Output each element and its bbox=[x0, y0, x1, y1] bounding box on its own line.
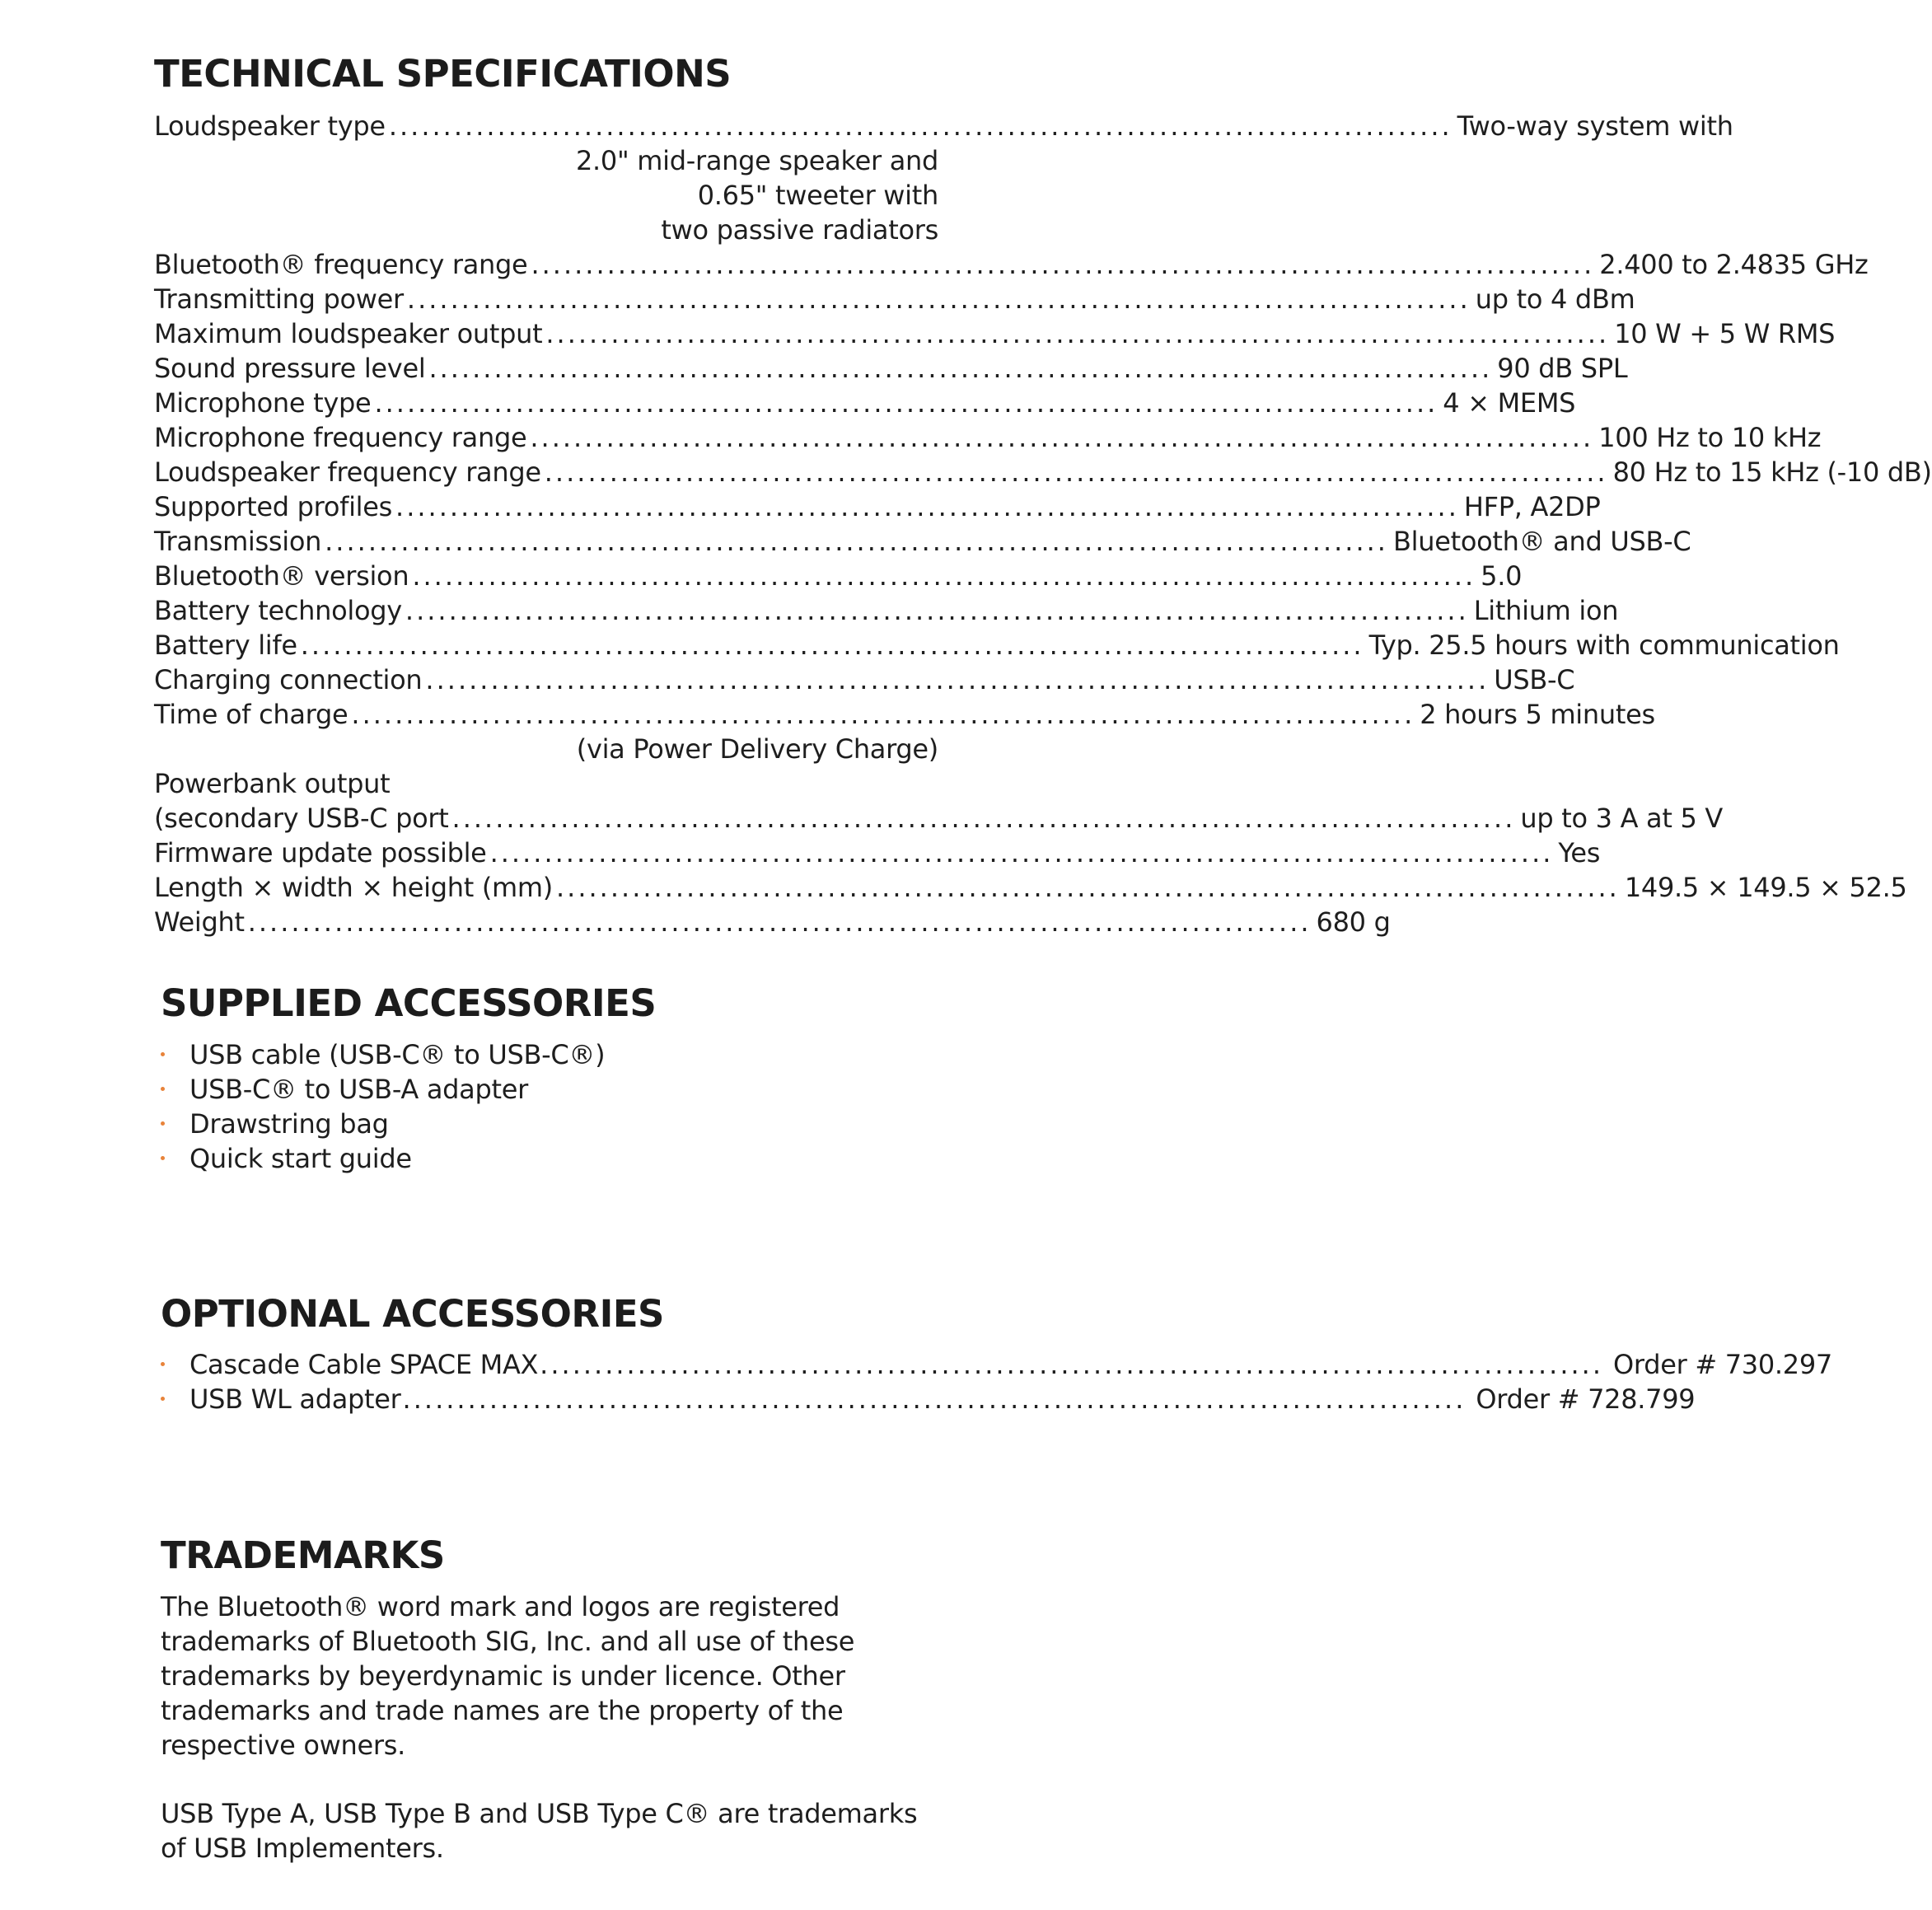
list-item bbox=[161, 1072, 605, 1107]
spec-value: Two-way system with bbox=[1457, 110, 1733, 142]
spec-label: Battery life bbox=[154, 630, 297, 661]
list-item bbox=[161, 1382, 1696, 1416]
spec-label: Supported profiles bbox=[154, 491, 393, 522]
spec-value: 80 Hz to 15 kHz (-10 dB) bbox=[1612, 456, 1932, 488]
order-row bbox=[189, 1382, 1696, 1416]
leader-dots: .................................................................................................. bbox=[531, 249, 1595, 280]
leader-dots: .................................................................................................. bbox=[530, 422, 1594, 453]
spec-value: Typ. 25.5 hours with communication bbox=[1368, 630, 1840, 661]
leader-dots: .................................................................................................. bbox=[555, 872, 1620, 903]
leader-dots: .................................................................................................. bbox=[374, 387, 1438, 419]
spec-row-maximum-loudspeaker-output bbox=[154, 316, 1836, 351]
spec-label: Sound pressure level bbox=[154, 353, 426, 384]
spec-value-continuation: two passive radiators bbox=[661, 214, 938, 246]
supplied-accessories-heading: SUPPLIED ACCESSORIES bbox=[161, 981, 657, 1025]
spec-value-continuation: 0.65" tweeter with bbox=[697, 180, 938, 211]
spec-label: Firmware update possible bbox=[154, 837, 487, 868]
trademarks-paragraph: The Bluetooth® word mark and logos are registered trademarks of Bluetooth SIG, Inc. and all use of these trademarks by beyerdynamic is under licence. Other trademarks and trade names are the property of the respective owners. bbox=[161, 1591, 855, 1761]
spec-label: Transmitting power bbox=[154, 283, 404, 315]
supplied-accessories-list bbox=[161, 1037, 605, 1176]
spec-row-loudspeaker-type bbox=[154, 109, 1733, 143]
spec-value: 2.400 to 2.4835 GHz bbox=[1599, 249, 1869, 280]
spec-label: Charging connection bbox=[154, 664, 423, 695]
spec-label: Battery technology bbox=[154, 595, 402, 626]
usb-trademarks-paragraph: USB Type A, USB Type B and USB Type C® are trademarks of USB Implementers. bbox=[161, 1798, 918, 1864]
technical-specifications-heading: TECHNICAL SPECIFICATIONS bbox=[154, 52, 732, 96]
leader-dots: .................................................................................................. bbox=[247, 906, 1312, 938]
spec-row-dimensions bbox=[154, 870, 1907, 905]
spec-label-first-line: Powerbank output bbox=[154, 768, 391, 799]
spec-row-microphone-type bbox=[154, 386, 1576, 420]
leader-dots: .................................................................................................. bbox=[489, 837, 1554, 868]
order-number: Order # 730.297 bbox=[1613, 1349, 1832, 1380]
leader-dots: .................................................................................................. bbox=[325, 526, 1388, 557]
bullet-dot-icon bbox=[161, 1052, 165, 1056]
list-item bbox=[161, 1347, 1832, 1382]
spec-label: Time of charge bbox=[154, 699, 349, 730]
order-row bbox=[189, 1347, 1832, 1382]
spec-value: up to 4 dBm bbox=[1475, 283, 1635, 315]
spec-value-continuation: (via Power Delivery Charge) bbox=[576, 733, 938, 765]
spec-value: Yes bbox=[1558, 837, 1601, 868]
spec-value-continuation: 2.0" mid-range speaker and bbox=[575, 145, 938, 176]
bullet-dot-icon bbox=[161, 1156, 165, 1160]
spec-value: up to 3 A at 5 V bbox=[1520, 803, 1723, 834]
spec-value: 90 dB SPL bbox=[1497, 353, 1628, 384]
leader-dots: .................................................................................................. bbox=[428, 353, 1493, 384]
spec-value: 10 W + 5 W RMS bbox=[1614, 318, 1836, 349]
accessory-name: USB WL adapter bbox=[189, 1383, 401, 1415]
spec-value: 100 Hz to 10 kHz bbox=[1598, 422, 1822, 453]
spec-row-bluetooth-frequency-range bbox=[154, 247, 1869, 282]
spec-row-transmission bbox=[154, 524, 1691, 559]
spec-label: Maximum loudspeaker output bbox=[154, 318, 543, 349]
spec-row-powerbank-output bbox=[154, 801, 1723, 836]
leader-dots: .................................................................................................. bbox=[406, 283, 1471, 315]
order-number: Order # 728.799 bbox=[1476, 1383, 1696, 1415]
list-item-text: Drawstring bag bbox=[189, 1108, 389, 1140]
bullet-dot-icon bbox=[161, 1362, 165, 1366]
spec-label: Weight bbox=[154, 906, 245, 938]
spec-label: Transmission bbox=[154, 526, 322, 557]
spec-row-bluetooth-version bbox=[154, 559, 1523, 593]
spec-label: Bluetooth® version bbox=[154, 560, 409, 592]
leader-dots: .................................................................................................. bbox=[412, 560, 1476, 592]
spec-label: (secondary USB-C port bbox=[154, 803, 449, 834]
list-item bbox=[161, 1037, 605, 1072]
spec-row-loudspeaker-frequency-range bbox=[154, 455, 1932, 489]
leader-dots: .................................................................................................. bbox=[351, 699, 1415, 730]
spec-label: Microphone frequency range bbox=[154, 422, 527, 453]
spec-row-charging-connection bbox=[154, 662, 1575, 697]
leader-dots: .................................................................................................. bbox=[451, 803, 1516, 834]
leader-dots: .................................................................................................. bbox=[405, 595, 1469, 626]
spec-row-time-of-charge bbox=[154, 697, 1655, 732]
leader-dots: .................................................................................................. bbox=[388, 110, 1453, 142]
spec-row-weight bbox=[154, 905, 1391, 939]
spec-list bbox=[154, 109, 1932, 939]
spec-value: USB-C bbox=[1494, 664, 1575, 695]
spec-label: Microphone type bbox=[154, 387, 372, 419]
spec-row-battery-technology bbox=[154, 593, 1619, 628]
leader-dots: .................................................................................................. bbox=[545, 318, 1610, 349]
list-item-text: USB-C® to USB-A adapter bbox=[189, 1074, 528, 1105]
spec-label: Loudspeaker frequency range bbox=[154, 456, 541, 488]
spec-label: Bluetooth® frequency range bbox=[154, 249, 528, 280]
bullet-dot-icon bbox=[161, 1397, 165, 1401]
spec-row-transmitting-power bbox=[154, 282, 1635, 316]
spec-row-firmware-update bbox=[154, 836, 1601, 870]
spec-value: 2 hours 5 minutes bbox=[1420, 699, 1655, 730]
optional-accessories-list bbox=[161, 1347, 1832, 1416]
leader-dots: .................................................................................................. bbox=[395, 491, 1459, 522]
optional-accessories-heading: OPTIONAL ACCESSORIES bbox=[161, 1292, 664, 1336]
leader-dots: .................................................................................................. bbox=[540, 1349, 1604, 1380]
spec-value: 149.5 × 149.5 × 52.5 bbox=[1624, 872, 1907, 903]
spec-label: Loudspeaker type bbox=[154, 110, 386, 142]
bullet-dot-icon bbox=[161, 1121, 165, 1126]
spec-row-battery-life bbox=[154, 628, 1840, 662]
list-item-text: USB cable (USB-C® to USB-C®) bbox=[189, 1039, 606, 1070]
leader-dots: .................................................................................................. bbox=[402, 1383, 1467, 1415]
list-item-text: Quick start guide bbox=[189, 1143, 412, 1174]
spec-row-supported-profiles bbox=[154, 489, 1601, 524]
leader-dots: .................................................................................................. bbox=[300, 630, 1364, 661]
spec-row-sound-pressure-level bbox=[154, 351, 1628, 386]
spec-value: 680 g bbox=[1316, 906, 1391, 938]
spec-value: 4 × MEMS bbox=[1443, 387, 1576, 419]
trademarks-heading: TRADEMARKS bbox=[161, 1533, 445, 1577]
leader-dots: .................................................................................................. bbox=[425, 664, 1490, 695]
spec-label: Length × width × height (mm) bbox=[154, 872, 553, 903]
bullet-dot-icon bbox=[161, 1087, 165, 1091]
spec-value: Bluetooth® and USB-C bbox=[1392, 526, 1691, 557]
list-item bbox=[161, 1141, 605, 1176]
list-item bbox=[161, 1107, 605, 1141]
leader-dots: .................................................................................................. bbox=[544, 456, 1608, 488]
spec-value: HFP, A2DP bbox=[1463, 491, 1601, 522]
spec-row-microphone-frequency-range bbox=[154, 420, 1822, 455]
accessory-name: Cascade Cable SPACE MAX bbox=[189, 1349, 539, 1380]
spec-value: 5.0 bbox=[1481, 560, 1523, 592]
spec-value: Lithium ion bbox=[1473, 595, 1619, 626]
